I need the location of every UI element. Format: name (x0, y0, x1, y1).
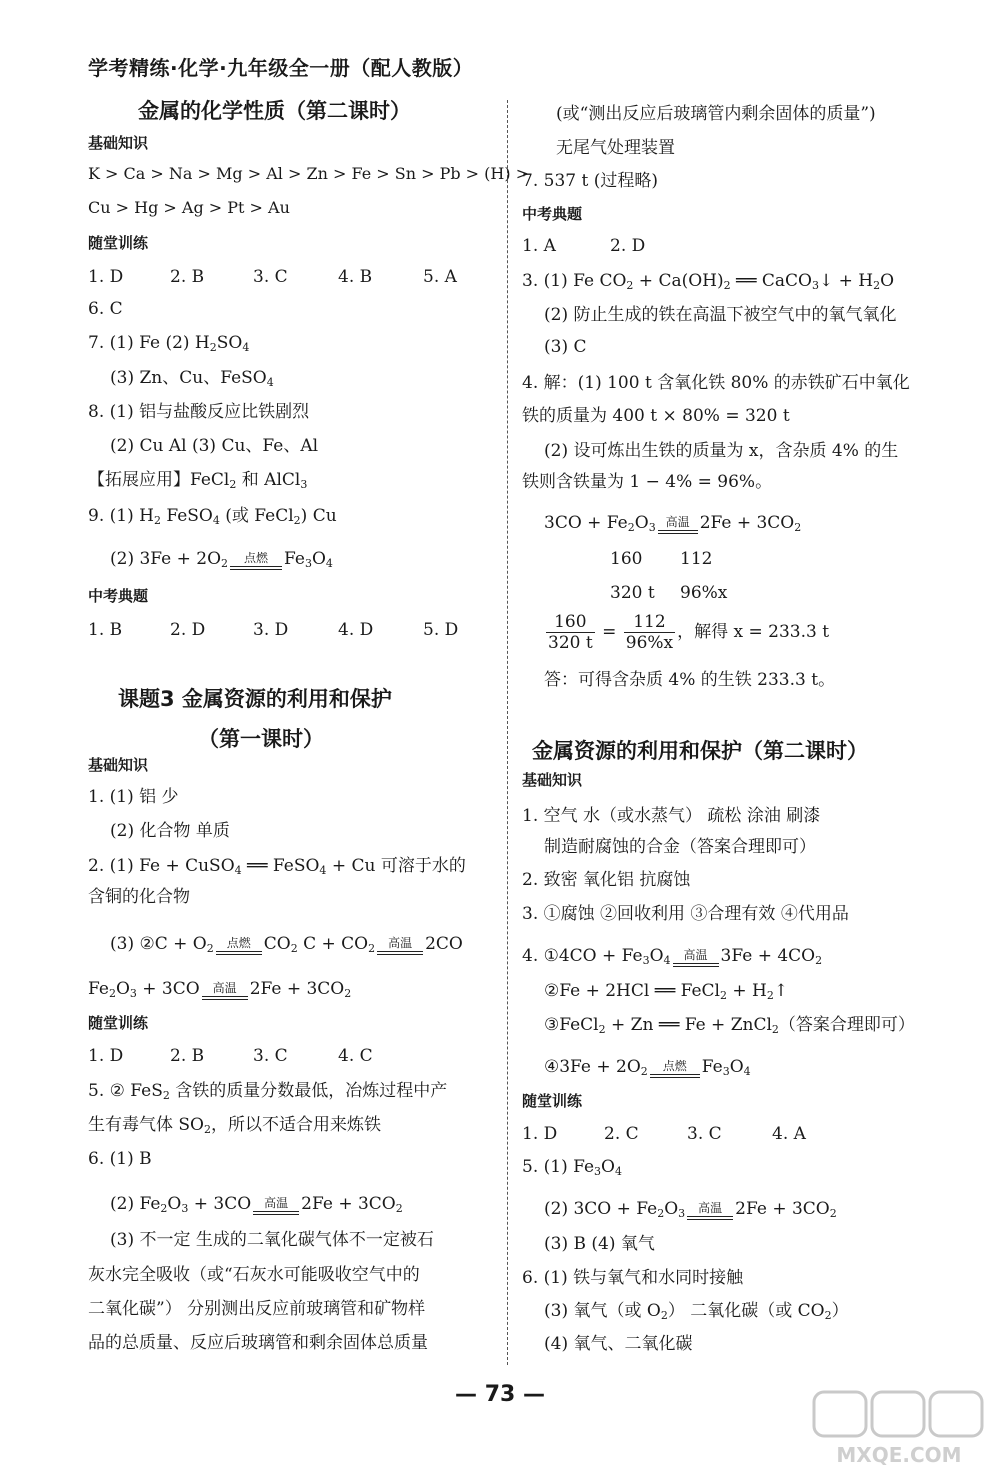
answer-7-line1: 7. (1) Fe (2) $H_2SO_4$ (88, 333, 250, 354)
molar-mass-2: 112 (680, 549, 713, 569)
class-answer-6-line2: (3) 氧气（或 $O_2$） 二氧化碳（或 $CO_2$） (544, 1301, 849, 1322)
answer-7: 7. 537 t (过程略) (522, 171, 658, 191)
exam-answer-1: 1. A (522, 236, 556, 256)
activity-series-line2: Cu > Hg > Ag > Pt > Au (88, 198, 290, 217)
basic-1-line1: 1. 空气 水（或水蒸气） 疏松 涂油 刷漆 (522, 806, 821, 826)
subsection-label: 随堂训练 (522, 1092, 583, 1110)
class-answer-1: 1. D (522, 1124, 558, 1144)
section-title: 金属的化学性质（第二课时） (138, 99, 411, 123)
exam-answer-5: 5. D (423, 620, 459, 640)
answer-8-line1: 8. (1) 铝与盐酸反应比铁剧烈 (88, 402, 310, 422)
basic-2-equation-iron: $Fe_2O_3 + 3CO$ 高温 $2Fe + 3CO_2$ (88, 979, 352, 1000)
exam-answer-4-line2: 铁的质量为 400 t × 80% = 320 t (522, 406, 790, 426)
basic-4-equation3: ③FeCl$_2$ + Zn ══ Fe + ZnCl$_2$（答案合理即可） (544, 1015, 915, 1036)
continued-line2: 无尾气处理装置 (556, 138, 675, 158)
answer-2: 2. B (170, 267, 205, 287)
class-answer-5-equation: (2) $3CO + Fe_2O_3$ 高温 $2Fe + 3CO_2$ (544, 1199, 837, 1220)
proportion-equation: $\frac{160}{320 t}$ = $\frac{112}{96\%x}$ ，解得 x = 233.3 t (548, 612, 830, 653)
basic-2-equations: (3) ②C + $O_2$ 点燃 $CO_2$ $C + CO_2$ 高温 2CO (110, 934, 463, 955)
answer-5: 5. A (423, 267, 457, 287)
exam-answer-3: 3. D (253, 620, 289, 640)
answer-9-line1: 9. (1) $H_2$ FeSO$_4$ (或 FeCl$_2$) Cu (88, 506, 337, 527)
reduction-equation: $3CO + Fe_2O_3$ 高温 $2Fe + 3CO_2$ (544, 513, 802, 534)
class-answer-6-line3: (4) 氧气、二氧化碳 (544, 1334, 693, 1354)
page-header: 学考精练·化学·九年级全一册（配人教版） (88, 56, 474, 80)
subsection-label: 中考典题 (88, 587, 149, 605)
basic-1-line2: 制造耐腐蚀的合金（答案合理即可） (544, 837, 816, 857)
class-answer-4: 4. A (772, 1124, 806, 1144)
class-answer-5-line1: 5. (1) $Fe_3O_4$ (522, 1157, 622, 1178)
subsection-label: 基础知识 (522, 771, 583, 789)
answer-7-line2: (3) Zn、Cu、FeSO$_4$ (110, 368, 274, 389)
class-answer-2: 2. C (604, 1124, 639, 1144)
exam-answer-4: 4. D (338, 620, 374, 640)
class-answer-6-line4: 灰水完全吸收（或“石灰水可能吸收空气中的 (88, 1265, 420, 1285)
answer-3: 3. C (253, 267, 288, 287)
answer-8-line2: (2) Cu Al (3) Cu、Fe、Al (110, 436, 319, 456)
class-answer-6-line5: 二氧化碳”） 分别测出反应前玻璃管和矿物样 (88, 1299, 426, 1319)
exam-answer-3-line2: (2) 防止生成的铁在高温下被空气中的氧气氧化 (544, 305, 897, 325)
class-answer-5-line2: 生有毒气体 $SO_2$，所以不适合用来炼铁 (88, 1115, 381, 1136)
continued-line1: (或“测出反应后玻璃管内剩余固体的质量”) (556, 104, 876, 124)
mass-value-1: 320 t (610, 583, 655, 603)
class-answer-5-line1: 5. ② FeS$_2$ 含铁的质量分数最低，冶炼过程中产 (88, 1081, 448, 1102)
activity-series-line1: K > Ca > Na > Mg > Al > Zn > Fe > Sn > Pb > (H) > (88, 164, 530, 183)
watermark-logo (808, 1388, 990, 1468)
molar-mass-1: 160 (610, 549, 643, 569)
page-number: — 73 — (455, 1382, 545, 1407)
class-answer-1: 1. D (88, 1046, 124, 1066)
basic-4-equation1: 4. ①4CO + $Fe_3O_4$ 高温 $3Fe + 4CO_2$ (522, 946, 823, 967)
class-answer-6-equation: (2) $Fe_2O_3 + 3CO$ 高温 $2Fe + 3CO_2$ (110, 1194, 403, 1215)
exam-answer-3-line1: 3. (1) Fe $CO_2 + Ca(OH)_2$ ══ CaCO$_3$↓ + $H_2O$ (522, 271, 895, 292)
exam-answer-3-line3: (3) C (544, 337, 587, 357)
class-answer-4: 4. C (338, 1046, 373, 1066)
basic-1-line2: (2) 化合物 单质 (110, 821, 230, 841)
class-answer-6-line3: (3) 不一定 生成的二氧化碳气体不一定被石 (110, 1230, 434, 1250)
answer-1: 1. D (88, 267, 124, 287)
exam-answer-2: 2. D (170, 620, 206, 640)
subsection-label: 随堂训练 (88, 1014, 149, 1032)
subsection-label: 基础知识 (88, 756, 149, 774)
section-subtitle: （第一课时） (198, 727, 324, 751)
basic-2: 2. 致密 氧化铝 抗腐蚀 (522, 870, 691, 890)
basic-4-equation4: ④3Fe + $2O_2$ 点燃 $Fe_3O_4$ (544, 1057, 751, 1078)
class-answer-2: 2. B (170, 1046, 205, 1066)
class-answer-6-line1: 6. (1) B (88, 1149, 152, 1169)
basic-2-line2: 含铜的化合物 (88, 887, 190, 907)
class-answer-3: 3. C (253, 1046, 288, 1066)
class-answer-6-line1: 6. (1) 铁与氧气和水同时接触 (522, 1268, 744, 1288)
answer-8-extension: 【拓展应用】FeCl$_2$ 和 AlCl$_3$ (88, 470, 308, 491)
exam-answer-2: 2. D (610, 236, 646, 256)
final-answer: 答：可得含杂质 4% 的生铁 233.3 t。 (544, 670, 836, 690)
answer-9-equation: (2) $3Fe + 2O_2$ 点燃 $Fe_3O_4$ (110, 549, 333, 570)
subsection-label: 随堂训练 (88, 234, 149, 252)
basic-1-line1: 1. (1) 铝 少 (88, 787, 179, 807)
svg-text:MXQE.COM: MXQE.COM (836, 1443, 962, 1467)
section-title: 金属资源的利用和保护（第二课时） (532, 739, 868, 763)
exam-answer-4-line3: (2) 设可炼出生铁的质量为 x，含杂质 4% 的生 (544, 441, 899, 461)
subsection-label: 中考典题 (522, 205, 583, 223)
answer-4: 4. B (338, 267, 373, 287)
exam-answer-4-line4: 铁则含铁量为 1 − 4% = 96%。 (522, 472, 773, 492)
class-answer-5-line3: (3) B (4) 氧气 (544, 1234, 655, 1254)
basic-2-line1: 2. (1) Fe + CuSO$_4$ ══ FeSO$_4$ + Cu 可溶于水的 (88, 856, 466, 877)
answer-6: 6. C (88, 299, 123, 319)
section-title: 课题3 金属资源的利用和保护 (118, 687, 392, 711)
class-answer-3: 3. C (687, 1124, 722, 1144)
mass-value-2: 96%x (680, 583, 728, 603)
exam-answer-1: 1. B (88, 620, 123, 640)
exam-answer-4-line1: 4. 解：(1) 100 t 含氧化铁 80% 的赤铁矿石中氧化 (522, 373, 910, 393)
column-divider (507, 100, 508, 1365)
subsection-label: 基础知识 (88, 134, 149, 152)
class-answer-6-line6: 品的总质量、反应后玻璃管和剩余固体总质量 (88, 1333, 428, 1353)
basic-4-equation2: ②Fe + 2HCl ══ FeCl$_2$ + $H_2↑$ (544, 981, 789, 1002)
basic-3: 3. ①腐蚀 ②回收利用 ③合理有效 ④代用品 (522, 904, 849, 924)
